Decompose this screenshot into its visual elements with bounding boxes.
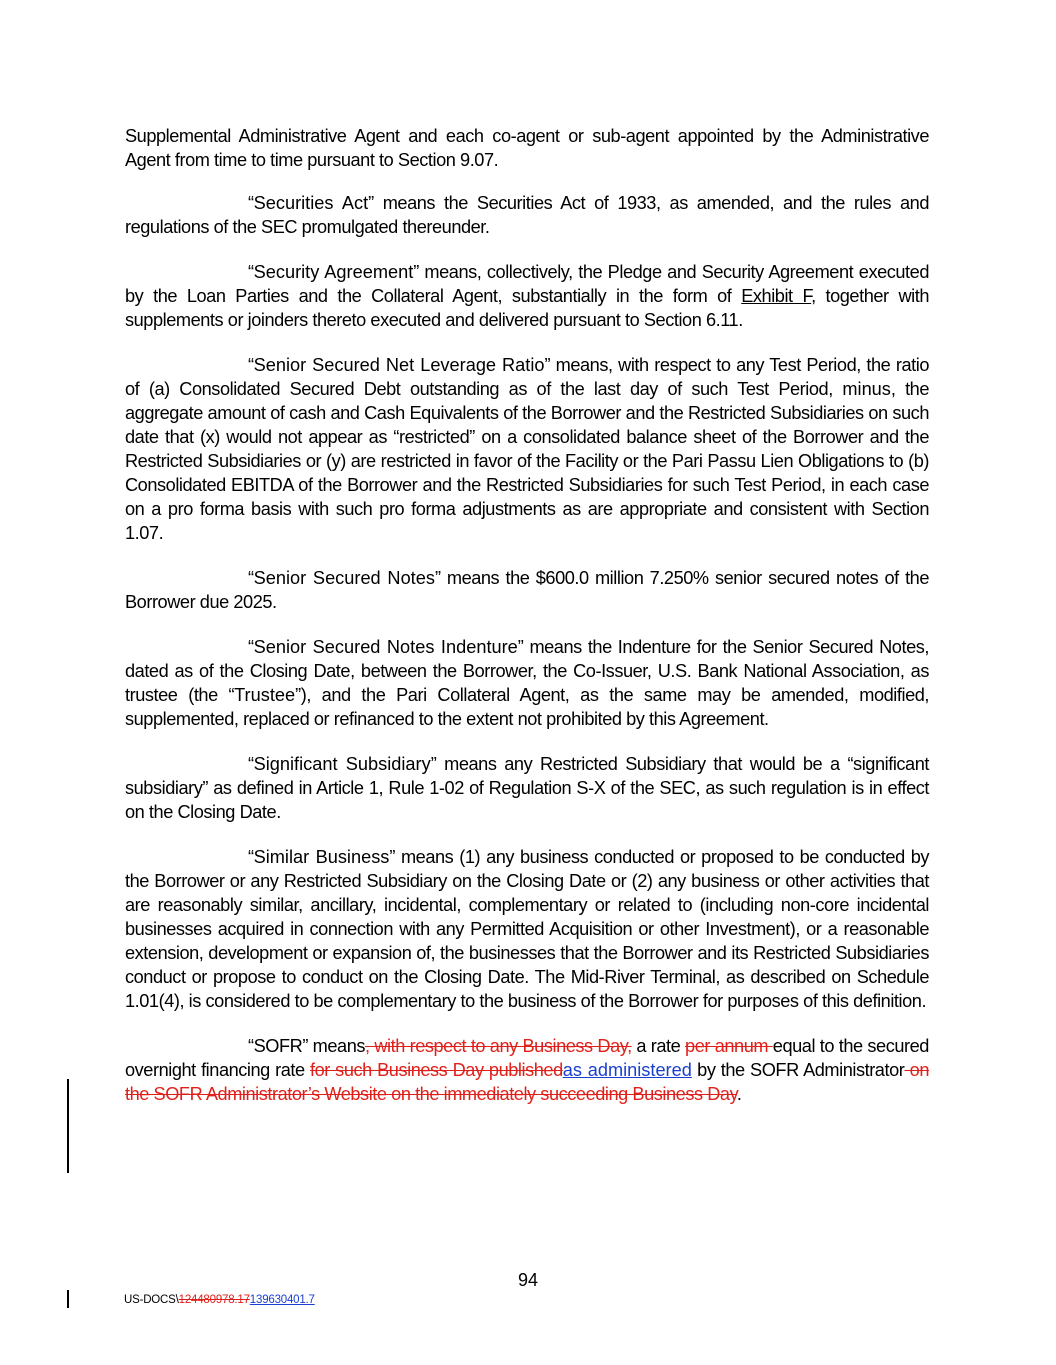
inserted-text: as administered [562,1060,692,1080]
deleted-text: per annum [685,1036,773,1056]
definition-senior-secured-net-leverage-ratio: “Senior Secured Net Leverage Ratio” means, with respect to any Test Period, the ratio of (a) Consolidated Secured Debt outstanding as of the last day of such Test Period, minus, the aggregate amount of cash and Cash Equivalents of the Borrower and the Restricted Subsidiaries on such date that (x) would not appear as “restricted” on a consolidated balance sheet of the Borrower and the Restricted Subsidiaries or (y) are restricted in favor of the Facility or the Pari Passu Lien Obligations to (b) Consolidated EBITDA of the Borrower and the Restricted Subsidiaries for such Test Period, in each case on a pro forma basis with such pro forma adjustments as are appropriate and consistent with Section 1.07. [125,355,929,543]
document-id-footer: US-DOCS\124480978.17139630401.7 [124,1294,315,1306]
minus-term: minus [842,379,891,399]
footer-change-bar [67,1290,69,1308]
inserted-doc-id: 139630401.7 [249,1294,315,1306]
paragraph-supplemental-agent: Supplemental Administrative Agent and each co-agent or sub-agent appointed by the Administrative Agent from time to time pursuant to Section 9.07. [125,126,929,170]
document-body [125,124,929,1127]
definition-similar-business: “Similar Business” means (1) any business conducted or proposed to be conducted by the Borrower or any Restricted Subsidiary on the Closing Date or (2) any business or other activities that are reasonably similar, ancillary, incidental, complementary or related to (including non-core incidental businesses acquired in connection with any Permitted Acquisition or other Investment), or a reasonable extension, development or expansion of, the businesses that the Borrower and its Restricted Subsidiaries conduct or propose to conduct on the Closing Date. The Mid-River Terminal, as described on Schedule 1.01(4), is considered to be complementary to the business of the Borrower for purposes of this definition. [125,847,929,1011]
page-number: 94 [517,1270,539,1290]
defined-term: Securities Act [253,193,369,213]
defined-term: SOFR [253,1036,303,1056]
exhibit-reference: Exhibit F [741,286,812,306]
defined-term: Significant Subsidiary [253,754,431,774]
definition-securities-act: “Securities Act” means the Securities Act of 1933, as amended, and the rules and regulations of the SEC promulgated thereunder. [125,193,930,237]
definition-senior-secured-notes-indenture: “Senior Secured Notes Indenture” means the Indenture for the Senior Secured Notes, dated as of the Closing Date, between the Borrower, the Co-Issuer, U.S. Bank National Association, as trustee (the “Trustee”), and the Pari Collateral Agent, as the same may be amended, modified, supplemented, replaced or refinanced to the extent not prohibited by this Agreement. [125,637,929,729]
defined-term: Senior Secured Notes Indenture [253,637,518,657]
deleted-text: , with respect to any Business Day, [365,1036,632,1056]
definition-senior-secured-notes: “Senior Secured Notes” means the $600.0 million 7.250% senior secured notes of the Borrower due 2025. [125,568,929,612]
deleted-doc-id: 124480978.17 [178,1294,250,1306]
deleted-text: on the SOFR Administrator’s Website on the immediately succeeding Business Day [125,1060,930,1104]
defined-term: Senior Secured Net Leverage Ratio [253,355,545,375]
defined-term: Similar Business [253,847,390,867]
definition-sofr: “SOFR” means, with respect to any Business Day, a rate per annum equal to the secured overnight financing rate for such Business Day publishedas administered by the SOFR Administrator on the SOFR Administrator’s Website on the immediately succeeding Business Day. [125,1036,930,1104]
defined-term: Senior Secured Notes [253,568,435,588]
trustee-term: Trustee [234,685,296,705]
change-bar [67,1079,69,1173]
deleted-text: for such Business Day published [310,1060,563,1080]
definition-significant-subsidiary: “Significant Subsidiary” means any Restricted Subsidiary that would be a “significant subsidiary” as defined in Article 1, Rule 1-02 of Regulation S-X of the SEC, as such regulation is in effect on the Closing Date. [125,754,929,822]
definition-security-agreement: “Security Agreement” means, collectively, the Pledge and Security Agreement executed by the Loan Parties and the Collateral Agent, substantially in the form of Exhibit F, together with supplements or joinders thereto executed and delivered pursuant to Section 6.11. [125,262,929,330]
defined-term: Security Agreement [253,262,414,282]
